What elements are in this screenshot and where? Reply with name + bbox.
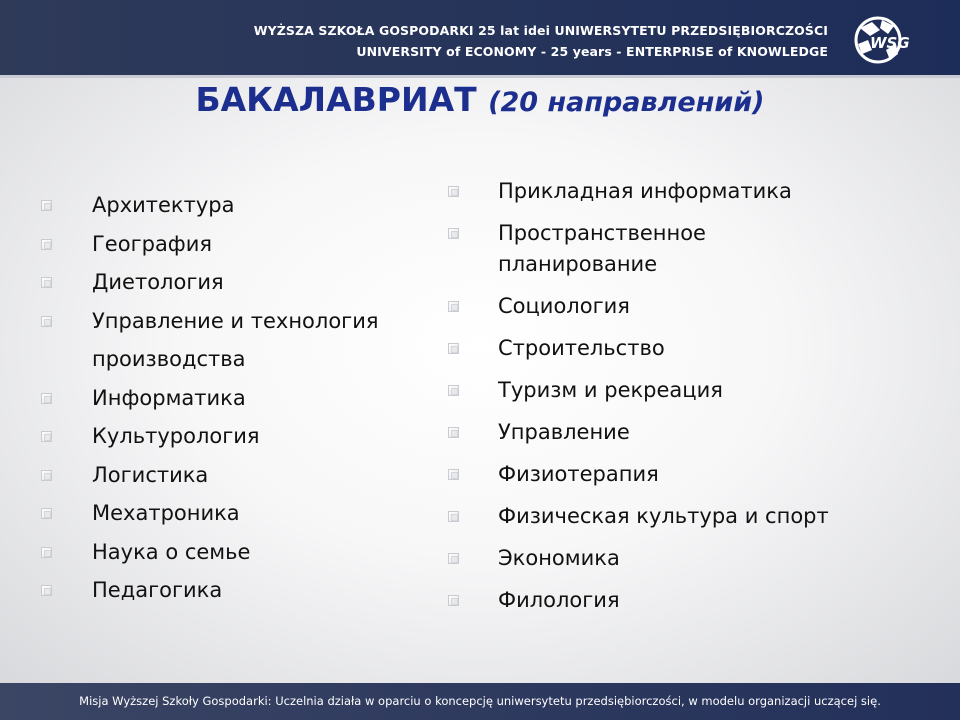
list-item: Физиотерапия (498, 459, 898, 490)
page-title (0, 80, 960, 119)
square-bullet-icon (41, 239, 52, 250)
square-bullet-icon (448, 186, 459, 197)
list-item: Управление и технология производства (92, 302, 432, 379)
list-item: Педагогика (92, 571, 432, 610)
list-item: Диетология (92, 263, 432, 302)
square-bullet-icon (41, 200, 52, 211)
square-bullet-icon (448, 301, 459, 312)
square-bullet-icon (41, 393, 52, 404)
list-item: Управление (498, 417, 898, 448)
wsg-globe-logo-icon (850, 14, 912, 66)
square-bullet-icon (41, 431, 52, 442)
left-list (92, 186, 432, 610)
list-item: Наука о семье (92, 533, 432, 572)
list-item: Логистика (92, 456, 432, 495)
list-item: Социология (498, 291, 898, 322)
logo-text: WSG (870, 34, 910, 52)
list-item-line-2: планирование (498, 252, 658, 276)
title-sub: (20 направлений) (488, 87, 765, 118)
square-bullet-icon (41, 316, 52, 327)
right-list (498, 176, 898, 627)
list-item: Физическая культура и спорт (498, 501, 898, 532)
footer-banner (0, 683, 960, 720)
square-bullet-icon (41, 277, 52, 288)
header-text (254, 20, 828, 62)
square-bullet-icon (41, 585, 52, 596)
list-item-line-2: производства (92, 347, 246, 371)
list-item: Туризм и рекреация (498, 375, 898, 406)
list-item: Культурология (92, 417, 432, 456)
square-bullet-icon (448, 343, 459, 354)
list-item: Филология (498, 585, 898, 616)
square-bullet-icon (448, 385, 459, 396)
list-item: Информатика (92, 379, 432, 418)
square-bullet-icon (448, 511, 459, 522)
list-item: Прикладная информатика (498, 176, 898, 207)
list-item: Мехатроника (92, 494, 432, 533)
list-item: Архитектура (92, 186, 432, 225)
square-bullet-icon (41, 547, 52, 558)
square-bullet-icon (448, 427, 459, 438)
square-bullet-icon (41, 508, 52, 519)
header-line-1: WYŻSZA SZKOŁA GOSPODARKI 25 lat idei UNIWERSYTETU PRZEDSIĘBIORCZOŚCI (253, 23, 828, 38)
list-item: Экономика (498, 543, 898, 574)
footer-text: Misja Wyższej Szkoły Gospodarki: Uczelnia działa w oparciu o koncepcję uniwersytetu przedsiębiorczości, w modelu organizacji uczącej się. (79, 694, 881, 708)
square-bullet-icon (41, 470, 52, 481)
list-item: Пространственное планирование (498, 218, 898, 280)
list-item: Строительство (498, 333, 898, 364)
square-bullet-icon (448, 553, 459, 564)
title-main: БАКАЛАВРИАТ (195, 80, 477, 119)
square-bullet-icon (448, 595, 459, 606)
header-line-2: UNIVERSITY of ECONOMY - 25 years - ENTERPRISE of KNOWLEDGE (356, 44, 828, 59)
header-banner (0, 0, 960, 78)
square-bullet-icon (448, 469, 459, 480)
list-item: География (92, 225, 432, 264)
square-bullet-icon (448, 228, 459, 239)
